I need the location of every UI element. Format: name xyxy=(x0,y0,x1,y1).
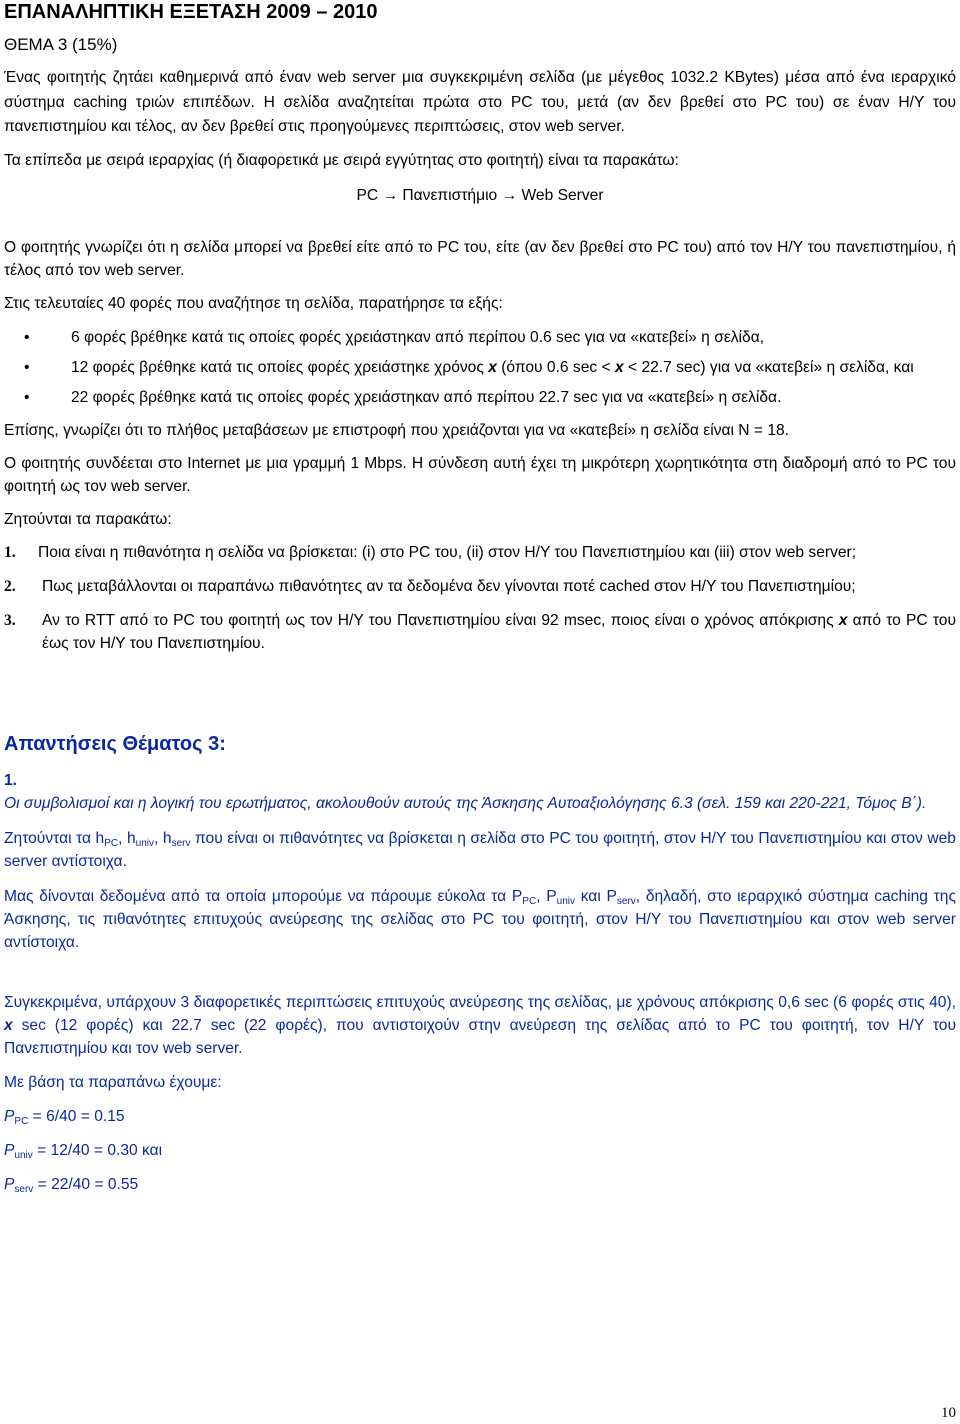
text-run: , δηλαδή, στο ιεραρχικό σύστημα caching της Άσκησης, τις πιθανότητες επιτυχούς ανεύρεσης της σελίδας στο PC του φοιτητή, στον Η/Υ του Πανεπιστημίου και στον web server αντίστοιχα. xyxy=(4,887,956,951)
subscript: serv xyxy=(14,1183,34,1195)
basis-paragraph: Με βάση τα παραπάνω έχουμε: xyxy=(4,1073,222,1091)
bullet-icon: • xyxy=(24,328,30,346)
question-text: από το PC του έως τον Η/Υ του Πανεπιστημίου. xyxy=(42,611,956,652)
question-list xyxy=(4,541,956,655)
text-run: , P xyxy=(536,887,557,905)
text-run: Συγκεκριμένα, υπάρχουν 3 διαφορετικές περιπτώσεις επιτυχούς ανεύρεσης της σελίδας, με χρόνους απόκρισης 0,6 sec (6 φορές στις 40), xyxy=(4,993,956,1011)
probability-pc xyxy=(4,1105,956,1128)
subscript: univ xyxy=(556,895,575,907)
probability-value: = 6/40 = 0.15 xyxy=(28,1107,125,1125)
knows-paragraph: Ο φοιτητής γνωρίζει ότι η σελίδα μπορεί να βρεθεί είτε από το PC του, είτε (αν δεν βρεθεί στο PC του) από τον Η/Υ του πανεπιστημίου, ή τέλος από τον web server. xyxy=(4,238,956,279)
question-number: 2. xyxy=(4,577,16,595)
list-item xyxy=(4,326,956,349)
levels-intro: Τα επίπεδα με σειρά ιεραρχίας (ή διαφορετικά με σειρά εγγύτητας στο φοιτητή) είναι τα παρακάτω: xyxy=(4,151,679,169)
bullet-icon: • xyxy=(24,358,30,376)
question-item xyxy=(4,541,956,564)
subscript: serv xyxy=(616,895,636,907)
answer-number: 1. xyxy=(4,771,18,789)
bullet-text: 6 φορές βρέθηκε κατά τις οποίες φορές χρειάστηκαν από περίπου 0.6 sec για να «κατεβεί» η σελίδα, xyxy=(71,328,765,346)
subscript: univ xyxy=(14,1149,33,1161)
text-run: , h xyxy=(154,829,172,847)
question-item xyxy=(4,609,956,655)
hierarchy-chain xyxy=(4,184,956,207)
specific-paragraph xyxy=(4,991,956,1060)
symbol-p: P xyxy=(4,1141,15,1159)
question-text: Ποια είναι η πιθανότητα η σελίδα να βρίσκεται: (i) στο PC του, (ii) στον Η/Υ του Πανεπιστημίου και (iii) στον web server; xyxy=(38,543,857,561)
answer-note: Οι συμβολισμοί και η λογική του ερωτήματος, ακολουθούν αυτούς της Άσκησης Αυτοαξιολόγησης 6.3 (σελ. 159 και 220-221, Τόμος Β΄). xyxy=(4,794,927,812)
text-run: Μας δίνονται δεδομένα από τα οποία μπορούμε να πάρουμε εύκολα τα P xyxy=(4,887,523,905)
connection-paragraph: Ο φοιτητής συνδέεται στο Internet με μια γραμμή 1 Mbps. Η σύνδεση αυτή έχει τη μικρότερη χωρητικότητα στη διαδρομή από το PC του φοιτητή ως τον web server. xyxy=(4,454,956,495)
text-run: που είναι οι πιθανότητες να βρίσκεται η σελίδα στο PC του φοιτητή, στον Η/Υ του Πανεπιστημίου και στον web server αντίστοιχα. xyxy=(4,829,956,870)
text-run: sec (12 φορές) και 22.7 sec (22 φορές), που αντιστοιχούν στην ανεύρεση της σελίδας από το PC του φοιτητή, τον Η/Υ του Πανεπιστημίου και τον web server. xyxy=(4,1016,956,1057)
given-paragraph xyxy=(4,885,956,954)
probability-value: = 12/40 = 0.30 και xyxy=(32,1141,163,1159)
question-text: Αν το RTT από το PC του φοιτητή ως τον Η/Υ του Πανεπιστημίου είναι 92 msec, ποιος είναι ο χρόνος απόκρισης xyxy=(42,611,839,629)
subscript: univ xyxy=(135,837,155,849)
chain-university: Πανεπιστήμιο xyxy=(402,186,498,204)
document-page xyxy=(4,0,956,1196)
bullet-text: 12 φορές βρέθηκε κατά τις οποίες φορές χρειάστηκε χρόνος xyxy=(71,358,489,376)
variable-x: x xyxy=(4,1016,13,1034)
variable-x: x xyxy=(488,358,497,376)
asked-heading: Ζητούνται τα παρακάτω: xyxy=(4,510,172,528)
bullet-icon: • xyxy=(24,388,30,406)
question-number: 3. xyxy=(4,611,16,629)
symbol-p: P xyxy=(4,1175,15,1193)
list-item xyxy=(4,386,956,409)
probability-serv xyxy=(4,1173,956,1196)
text-run: , h xyxy=(118,829,136,847)
bullet-text: 22 φορές βρέθηκε κατά τις οποίες φορές χρειάστηκαν από περίπου 22.7 sec για να «κατεβεί» η σελίδα. xyxy=(71,388,782,406)
arrow-icon: → xyxy=(382,186,399,204)
exam-title: ΕΠΑΝΑΛΗΠΤΙΚΗ ΕΞΕΤΑΣΗ 2009 – 2010 xyxy=(4,1,378,23)
observation-list xyxy=(4,326,956,409)
text-run: Ζητούνται τα h xyxy=(4,829,105,847)
topic-heading: ΘΕΜΑ 3 (15%) xyxy=(4,35,118,54)
question-number: 1. xyxy=(4,543,16,561)
sought-paragraph xyxy=(4,827,956,873)
subscript: PC xyxy=(104,837,119,849)
page-number: 10 xyxy=(941,1405,956,1421)
text-run: και P xyxy=(575,887,617,905)
chain-pc: PC xyxy=(356,186,379,204)
bullet-text: < 22.7 sec) για να «κατεβεί» η σελίδα, και xyxy=(623,358,914,376)
variable-x: x xyxy=(614,358,624,376)
question-text: Πως μεταβάλλονται οι παραπάνω πιθανότητες αν τα δεδομένα δεν γίνονται ποτέ cached στον Η/Υ του Πανεπιστημίου; xyxy=(42,577,856,595)
subscript: PC xyxy=(522,895,537,907)
bullet-text: (όπου 0.6 sec < xyxy=(496,358,615,376)
observed-paragraph: Στις τελευταίες 40 φορές που αναζήτησε τη σελίδα, παρατήρησε τα εξής: xyxy=(4,294,503,312)
list-item xyxy=(4,356,956,379)
subscript: PC xyxy=(14,1115,29,1127)
probability-univ xyxy=(4,1139,956,1162)
question-item xyxy=(4,575,956,598)
chain-web-server: Web Server xyxy=(521,186,604,204)
transitions-paragraph: Επίσης, γνωρίζει ότι το πλήθος μεταβάσεων με επιστροφή που χρειάζονται για να «κατεβεί» η σελίδα είναι Ν = 18. xyxy=(4,421,790,439)
probability-value: = 22/40 = 0.55 xyxy=(33,1175,139,1193)
answers-heading: Απαντήσεις Θέματος 3: xyxy=(4,732,226,755)
arrow-icon: → xyxy=(501,186,518,204)
intro-paragraph: Ένας φοιτητής ζητάει καθημερινά από έναν web server μια συγκεκριμένη σελίδα (με μέγεθος 1032.2 KBytes) μέσα από ένα ιεραρχικό σύστημα caching τριών επιπέδων. Η σελίδα αναζητείται πρώτα στο PC του, μετά (αν δεν βρεθεί στο PC του) σε έναν Η/Υ του πανεπιστημίου και τέλος, αν δεν βρεθεί στις προηγούμενες περιπτώσεις, στον web server. xyxy=(4,69,956,135)
variable-x: x xyxy=(838,611,848,629)
subscript: serv xyxy=(171,837,191,849)
symbol-p: P xyxy=(4,1107,15,1125)
